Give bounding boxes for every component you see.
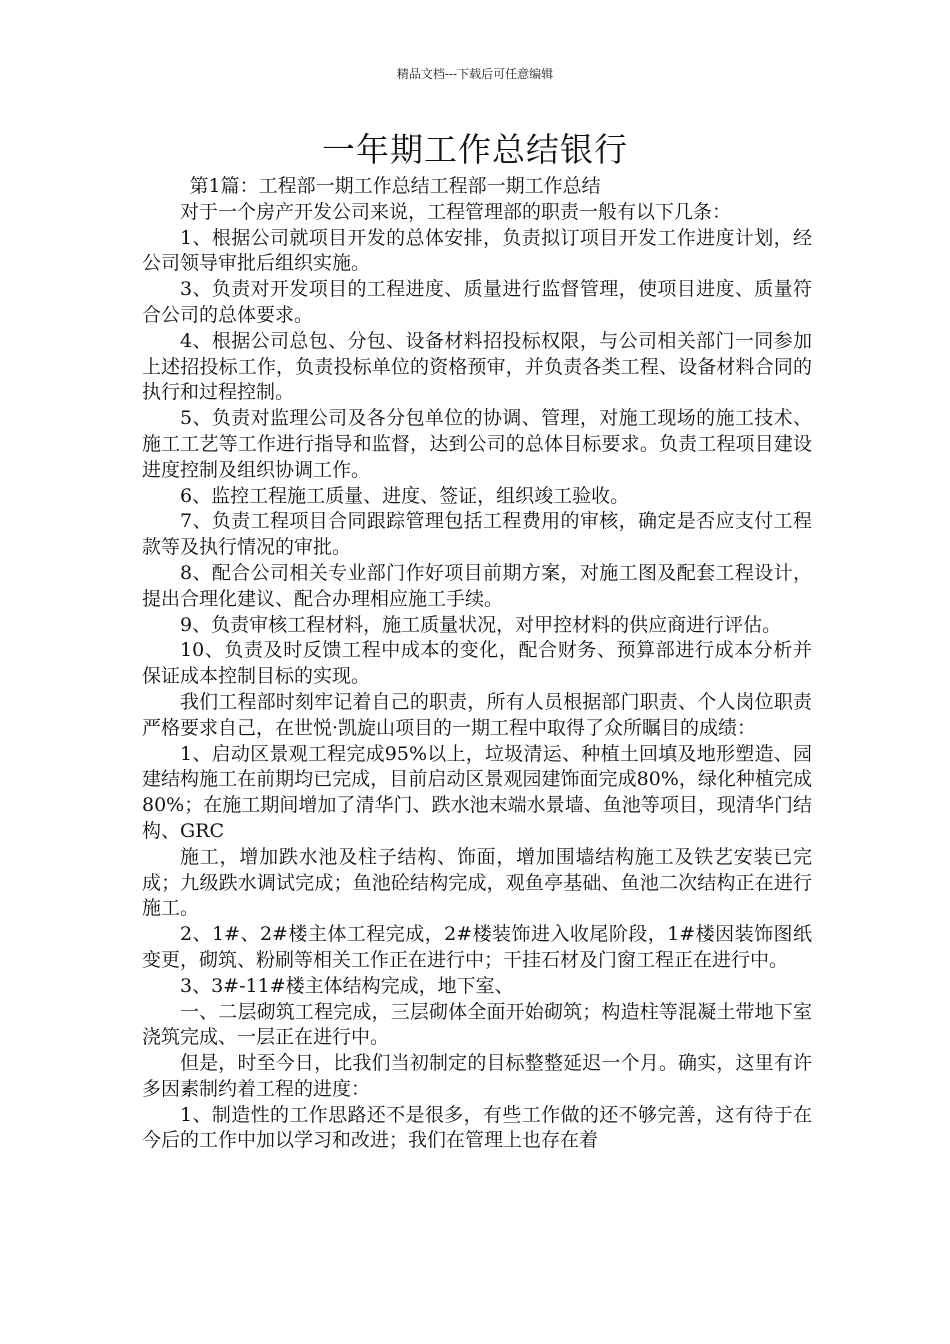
paragraph-duty-3: 3、负责对开发项目的工程进度、质量进行监督管理，使项目进度、质量符合公司的总体要求。 xyxy=(142,278,812,326)
paragraph-factor-1: 1、制造性的工作思路还不是很多，有些工作做的还不够完善，这有待于在今后的工作中加以学习和改进；我们在管理上也存在着 xyxy=(142,1103,812,1152)
paragraph-delay: 但是，时至今日，比我们当初制定的目标整整延迟一个月。确实，这里有许多因素制约着工程的进度： xyxy=(142,1052,812,1100)
paragraph-duty-4: 4、根据公司总包、分包、设备材料招投标权限，与公司相关部门一同参加上述招投标工作，负责投标单位的资格预审，并负责各类工程、设备材料合同的执行和过程控制。 xyxy=(142,329,812,404)
paragraph-achievement-3-cont: 一、二层砌筑工程完成，三层砌体全面开始砌筑；构造柱等混凝土带地下室浇筑完成、一层正在进行中。 xyxy=(142,1000,812,1049)
paragraph-duty-6: 6、监控工程施工质量、进度、签证，组织竣工验收。 xyxy=(180,484,630,507)
paragraph-achievement-1: 1、启动区景观工程完成95%以上，垃圾清运、种植土回填及地形塑造、园建结构施工在前期均已完成，目前启动区景观园建饰面完成80%，绿化种植完成80%；在施工期间增加了清华门、跌水池末端水景墙、鱼池等项目，现清华门结构、GRC xyxy=(142,742,812,842)
paragraph-duty-5: 5、负责对监理公司及各分包单位的协调、管理，对施工现场的施工技术、施工工艺等工作进行指导和监督，达到公司的总体目标要求。负责工程项目建设进度控制及组织协调工作。 xyxy=(142,407,812,481)
paragraph-achievement-3: 3、3#-11#楼主体结构完成，地下室、 xyxy=(180,974,514,997)
paragraph-duty-10: 10、负责及时反馈工程中成本的变化，配合财务、预算部进行成本分析并保证成本控制目标的实现。 xyxy=(142,639,812,688)
paragraph-intro: 对于一个房产开发公司来说，工程管理部的职责一般有以下几条： xyxy=(180,200,732,223)
paragraph-achievement-2: 2、1#、2#楼主体工程完成，2#楼装饰进入收尾阶段，1#楼因装饰图纸变更，砌筑、粉刷等相关工作正在进行中；干挂石材及门窗工程正在进行中。 xyxy=(142,923,812,971)
document-title: 一年期工作总结银行 xyxy=(322,130,628,169)
section-subtitle: 第1篇：工程部一期工作总结工程部一期工作总结 xyxy=(189,175,601,197)
paragraph-duty-9: 9、负责审核工程材料，施工质量状况，对甲控材料的供应商进行评估。 xyxy=(180,613,782,636)
paragraph-duty-1: 1、根据公司就项目开发的总体安排，负责拟订项目开发工作进度计划，经公司领导审批后组织实施。 xyxy=(142,226,812,275)
paragraph-achievement-1-cont: 施工，增加跌水池及柱子结构、饰面，增加围墙结构施工及铁艺安装已完成；九级跌水调试完成；鱼池砼结构完成，观鱼亭基础、鱼池二次结构正在进行施工。 xyxy=(142,845,812,920)
paragraph-duty-7: 7、负责工程项目合同跟踪管理包括工程费用的审核，确定是否应支付工程款等及执行情况的审批。 xyxy=(142,510,812,559)
paragraph-duty-8: 8、配合公司相关专业部门作好项目前期方案，对施工图及配套工程设计，提出合理化建议、配合办理相应施工手续。 xyxy=(142,561,812,610)
paragraph-achievements-intro: 我们工程部时刻牢记着自己的职责，所有人员根据部门职责、个人岗位职责严格要求自己，在世悦·凯旋山项目的一期工程中取得了众所瞩目的成绩： xyxy=(142,690,812,739)
document-body xyxy=(142,174,812,1154)
page-header-note: 精品文档---下载后可任意编辑 xyxy=(396,67,554,81)
